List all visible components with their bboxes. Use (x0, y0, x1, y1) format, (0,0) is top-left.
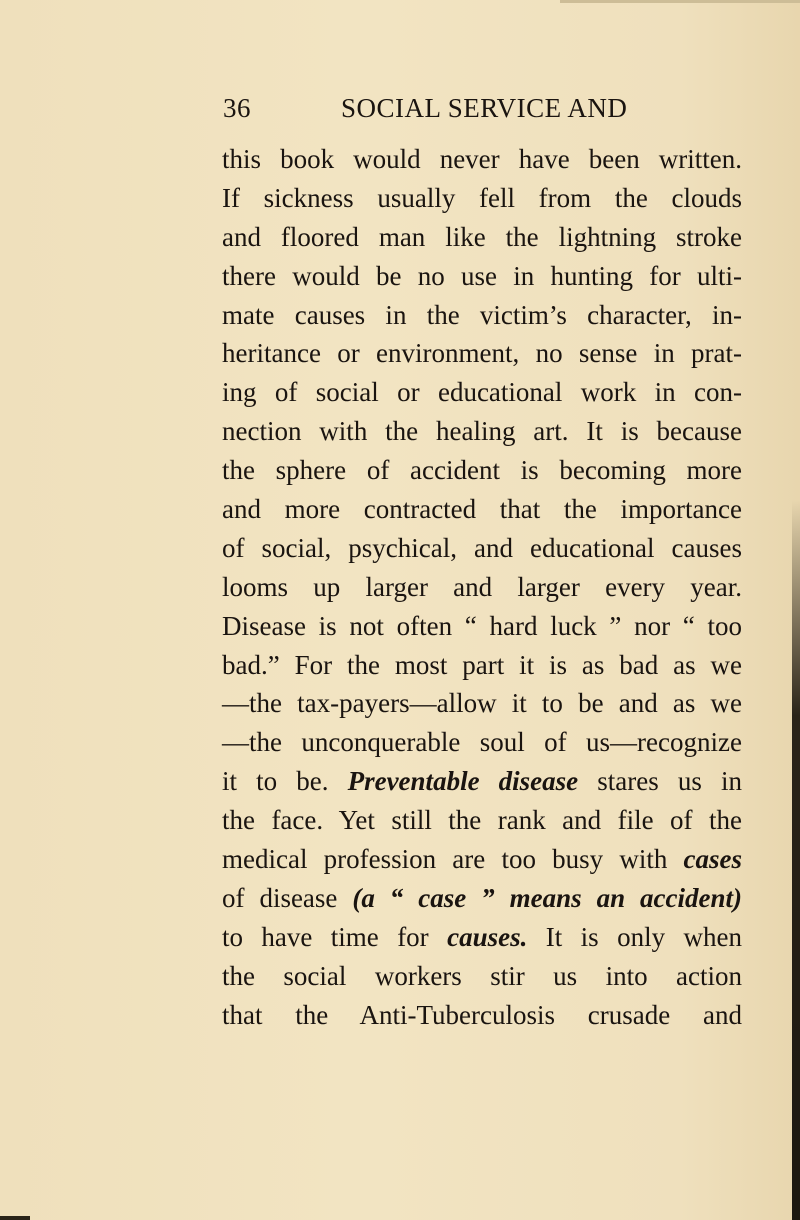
page-edge-bottom (0, 1216, 30, 1220)
body-text (222, 140, 742, 1034)
text-line: there would be no use in hunting for ulti- (222, 260, 742, 291)
running-head: SOCIAL SERVICE AND (341, 93, 628, 123)
text-line: and floored man like the lightning stroke (222, 221, 742, 252)
text-line: —the unconquerable soul of us—recognize (222, 727, 742, 758)
emphasized-text: Preventable disease (347, 766, 579, 797)
page-number: 36 (223, 93, 251, 123)
text-line: ing of social or educational work in con- (222, 377, 742, 408)
text-line: the sphere of accident is becoming more (222, 455, 742, 486)
emphasized-text: (a “ case ” means an accident) (352, 882, 742, 913)
page-edge-top (560, 0, 800, 3)
text-line: nection with the healing art. It is because (222, 416, 742, 447)
text-line: of social, psychical, and educational causes (222, 532, 742, 563)
emphasized-text: cases (683, 844, 742, 875)
text-line: the social workers stir us into action (222, 960, 742, 991)
text-line: that the Anti-Tuberculosis crusade and (222, 999, 742, 1030)
text-line: the face. Yet still the rank and file of the (222, 805, 742, 836)
text-line: If sickness usually fell from the clouds (222, 182, 742, 213)
text-line: mate causes in the victim’s character, in- (222, 299, 742, 330)
text-line: medical profession are too busy with cases (222, 844, 742, 875)
text-line: and more contracted that the importance (222, 494, 742, 525)
text-line: heritance or environment, no sense in prat- (222, 338, 742, 369)
text-line: —the tax-payers—allow it to be and as we (222, 688, 742, 719)
text-line: it to be. Preventable disease stares us in (222, 766, 742, 797)
page-header (223, 93, 733, 133)
emphasized-text: causes. (447, 921, 528, 952)
text-line: to have time for causes. It is only when (222, 921, 742, 952)
text-line: bad.” For the most part it is as bad as we (222, 649, 742, 680)
text-line: Disease is not often “ hard luck ” nor “ too (222, 610, 742, 641)
text-line: this book would never have been written. (222, 144, 742, 174)
page-edge-right (792, 500, 800, 1220)
text-line: of disease (a “ case ” means an accident) (222, 882, 742, 913)
text-line: looms up larger and larger every year. (222, 571, 742, 602)
